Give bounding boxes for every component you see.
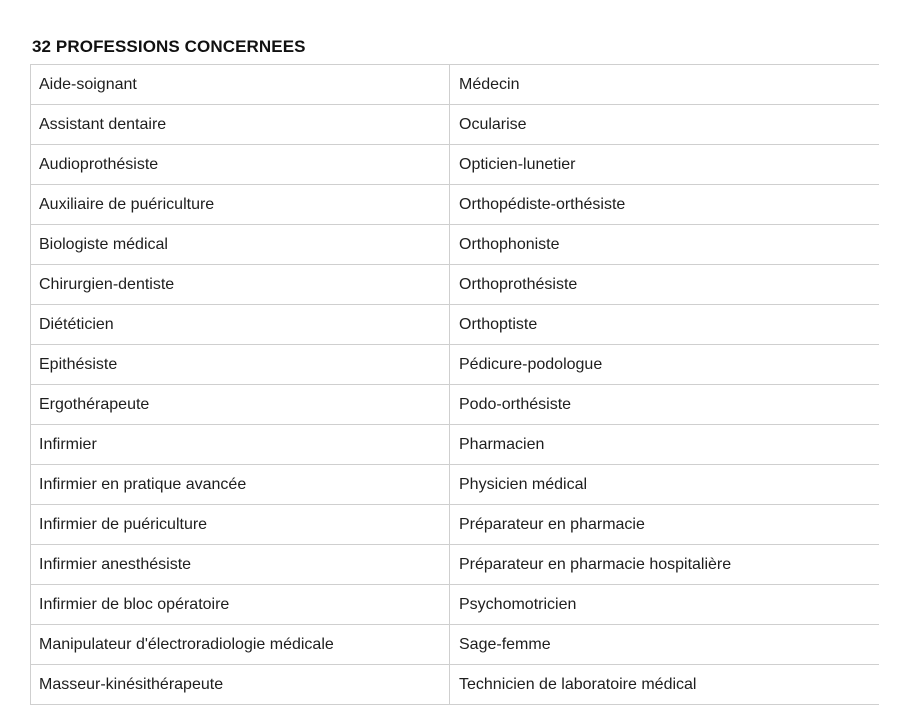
- table-cell-left: Chirurgien-dentiste: [31, 265, 450, 305]
- table-cell-left: Audioprothésiste: [31, 145, 450, 185]
- table-cell-left: Infirmier de bloc opératoire: [31, 585, 450, 625]
- table-cell-right: Physicien médical: [450, 465, 880, 505]
- table-cell-left: Biologiste médical: [31, 225, 450, 265]
- table-cell-right: Sage-femme: [450, 625, 880, 665]
- table-cell-right: Préparateur en pharmacie hospitalière: [450, 545, 880, 585]
- table-cell-left: Masseur-kinésithérapeute: [31, 665, 450, 705]
- table-cell-right: Orthopédiste-orthésiste: [450, 185, 880, 225]
- table-cell-right: Podo-orthésiste: [450, 385, 880, 425]
- table-row: [31, 145, 880, 185]
- table-cell-right: Psychomotricien: [450, 585, 880, 625]
- table-row: [31, 265, 880, 305]
- table-row: [31, 625, 880, 665]
- table-row: [31, 225, 880, 265]
- table-cell-right: Technicien de laboratoire médical: [450, 665, 880, 705]
- table-cell-right: Préparateur en pharmacie: [450, 505, 880, 545]
- table-row: [31, 585, 880, 625]
- table-row: [31, 105, 880, 145]
- table-cell-left: Auxiliaire de puériculture: [31, 185, 450, 225]
- table-cell-left: Diététicien: [31, 305, 450, 345]
- table-cell-left: Infirmier en pratique avancée: [31, 465, 450, 505]
- table-cell-left: Manipulateur d'électroradiologie médicale: [31, 625, 450, 665]
- page-title: 32 PROFESSIONS CONCERNEES: [32, 37, 306, 56]
- table-cell-left: Epithésiste: [31, 345, 450, 385]
- table-cell-right: Médecin: [450, 65, 880, 105]
- table-row: [31, 185, 880, 225]
- table-cell-left: Aide-soignant: [31, 65, 450, 105]
- table-cell-left: Infirmier de puériculture: [31, 505, 450, 545]
- table-cell-left: Infirmier: [31, 425, 450, 465]
- table-cell-left: Infirmier anesthésiste: [31, 545, 450, 585]
- document: [30, 30, 860, 705]
- table-cell-right: Orthoprothésiste: [450, 265, 880, 305]
- table-cell-right: Opticien-lunetier: [450, 145, 880, 185]
- table-cell-right: Orthophoniste: [450, 225, 880, 265]
- table-row: [31, 305, 880, 345]
- table-row: [31, 665, 880, 705]
- professions-table-body: [31, 65, 880, 705]
- table-row: [31, 65, 880, 105]
- professions-table: [30, 64, 879, 705]
- table-row: [31, 425, 880, 465]
- table-row: [31, 345, 880, 385]
- table-cell-right: Ocularise: [450, 105, 880, 145]
- table-row: [31, 385, 880, 425]
- table-row: [31, 505, 880, 545]
- table-cell-left: Ergothérapeute: [31, 385, 450, 425]
- table-cell-right: Pharmacien: [450, 425, 880, 465]
- table-row: [31, 465, 880, 505]
- table-row: [31, 545, 880, 585]
- table-cell-right: Orthoptiste: [450, 305, 880, 345]
- table-cell-left: Assistant dentaire: [31, 105, 450, 145]
- table-cell-right: Pédicure-podologue: [450, 345, 880, 385]
